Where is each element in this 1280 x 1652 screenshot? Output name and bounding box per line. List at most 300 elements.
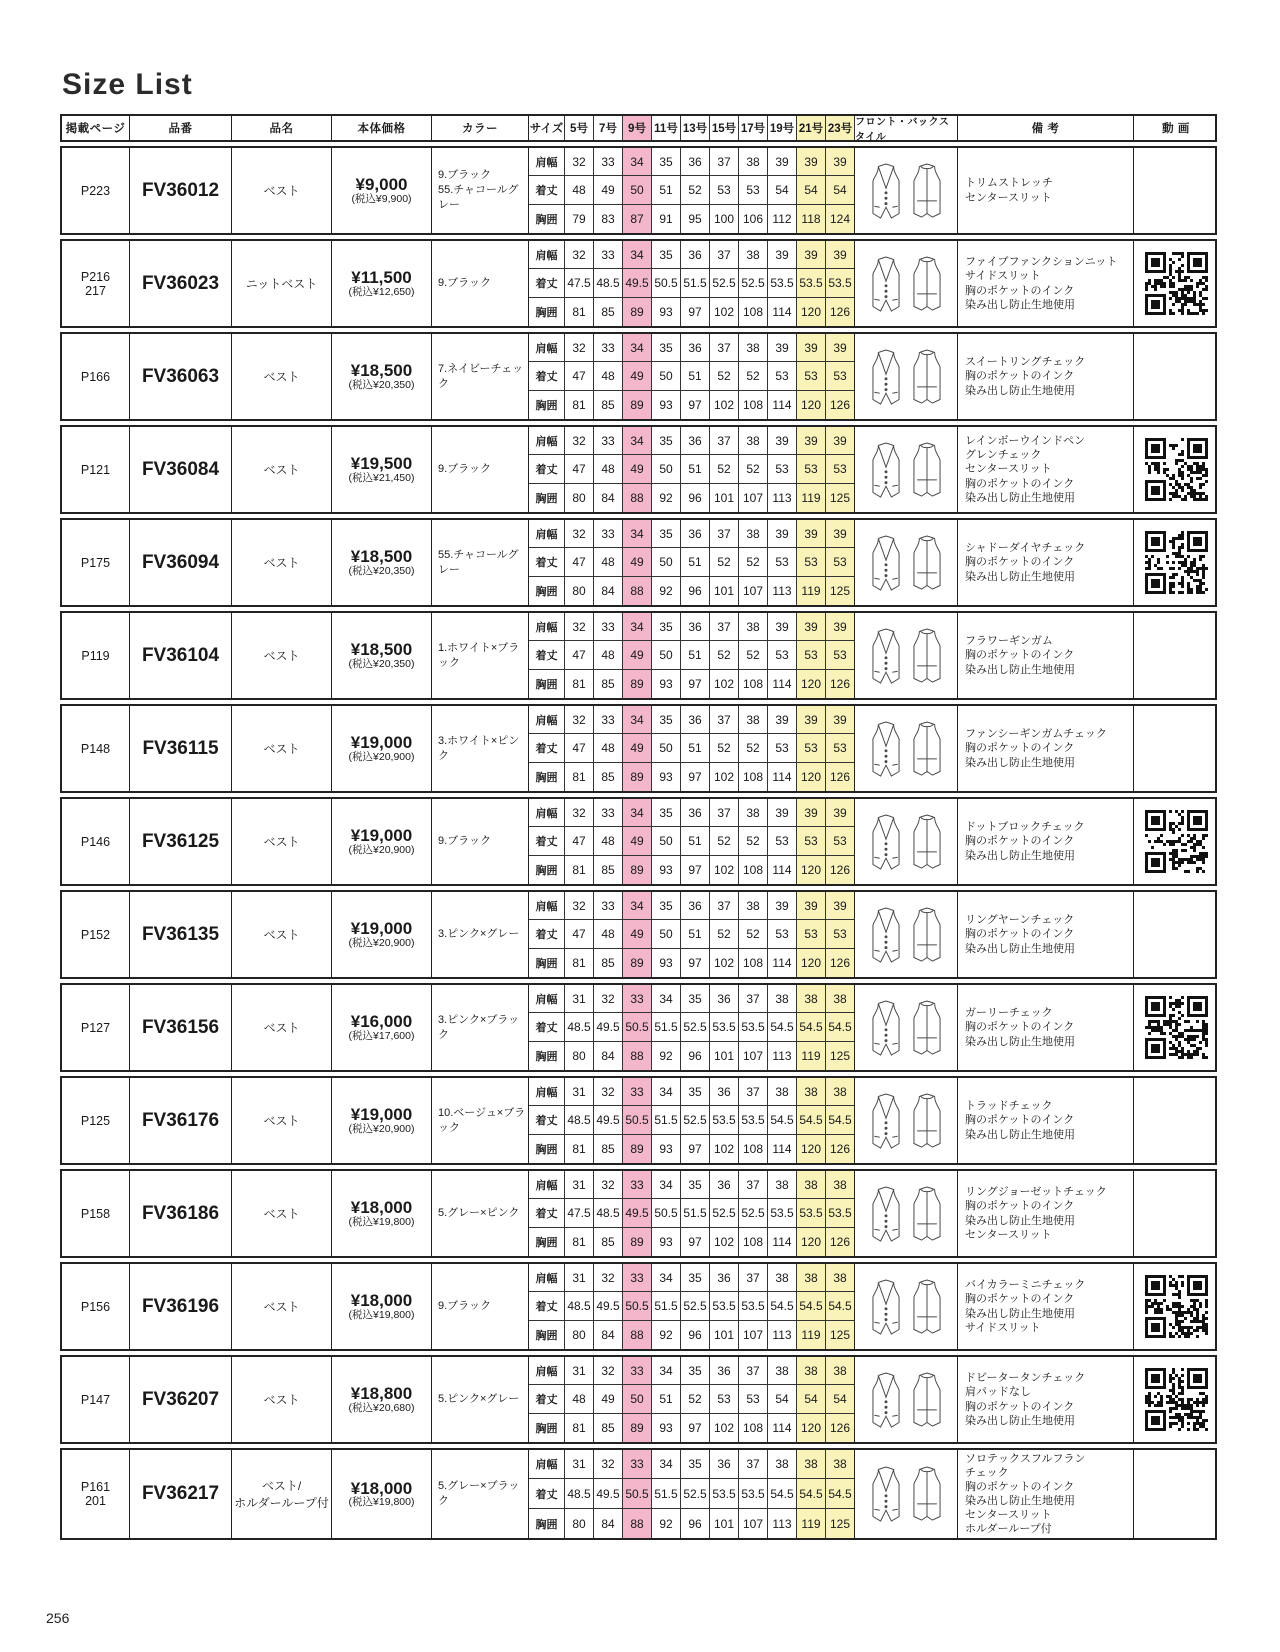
product-price: ¥19,000: [350, 1104, 413, 1124]
product-color: 9.ブラック 55.チャコールグレー: [432, 148, 529, 233]
measure-value: 34: [623, 334, 652, 362]
measure-value: 32: [594, 1357, 623, 1385]
video-cell: [1134, 241, 1218, 326]
measure-value: 113: [768, 484, 797, 512]
video-qr-code: [1145, 996, 1208, 1059]
measure-value: 54.5: [768, 1292, 797, 1320]
product-row: [60, 890, 1217, 979]
measure-value: 53: [826, 548, 855, 576]
measure-value: 38: [739, 613, 768, 641]
measure-value: 53: [739, 176, 768, 204]
measure-value: 38: [797, 1450, 826, 1479]
measure-value: 100: [710, 205, 739, 233]
product-name: ベスト: [232, 985, 332, 1070]
measure-value: 47: [565, 455, 594, 483]
measure-value: 126: [826, 763, 855, 791]
measure-value: 33: [623, 985, 652, 1013]
measure-value: 49: [623, 362, 652, 390]
measure-value: 107: [739, 577, 768, 605]
product-price-tax: (税込¥20,900): [348, 936, 415, 949]
style-cell: [855, 427, 958, 512]
product-price: ¥19,000: [350, 825, 413, 845]
measure-value: 52: [681, 1385, 710, 1413]
measure-value: 107: [739, 484, 768, 512]
table-header-row: [60, 114, 1217, 142]
measure-value: 53: [826, 641, 855, 669]
measure-value: 52: [739, 362, 768, 390]
measure-value: 52: [739, 734, 768, 762]
product-price: ¥18,500: [350, 639, 413, 659]
measure-grid: [529, 1078, 855, 1163]
size-col-header: 5号: [565, 116, 594, 140]
product-row: [60, 1262, 1217, 1351]
product-price-cell: [332, 1264, 432, 1349]
measure-value: 50.5: [652, 1199, 681, 1227]
product-code: FV36104: [141, 644, 220, 666]
style-cell: [855, 613, 958, 698]
measure-label: 肩幅: [529, 1078, 565, 1106]
measure-value: 93: [652, 856, 681, 884]
measure-value: 89: [623, 670, 652, 698]
measure-grid: [529, 1450, 855, 1538]
measure-value: 92: [652, 1042, 681, 1070]
measure-value: 53: [768, 734, 797, 762]
measure-value: 36: [710, 1450, 739, 1479]
measure-value: 54.5: [768, 1106, 797, 1134]
measure-label: 着丈: [529, 176, 565, 204]
measure-value: 39: [797, 241, 826, 269]
measure-value: 38: [739, 334, 768, 362]
size-col-header: 13号: [681, 116, 710, 140]
product-page: P158: [62, 1171, 130, 1256]
measure-value: 35: [652, 241, 681, 269]
measure-value: 39: [768, 892, 797, 920]
product-price-cell: [332, 427, 432, 512]
measure-value: 39: [768, 706, 797, 734]
measure-value: 126: [826, 1228, 855, 1256]
measure-value: 36: [681, 799, 710, 827]
measure-value: 114: [768, 1414, 797, 1442]
measure-value: 33: [594, 334, 623, 362]
product-name: ベスト: [232, 334, 332, 419]
product-price-cell: [332, 334, 432, 419]
measure-value: 38: [768, 1264, 797, 1292]
video-cell: [1134, 1264, 1218, 1349]
measure-value: 48: [594, 734, 623, 762]
measure-value: 85: [594, 763, 623, 791]
measure-grid: [529, 1357, 855, 1442]
measure-value: 52: [739, 641, 768, 669]
product-price-tax: (税込¥20,900): [348, 1122, 415, 1135]
measure-label: 胸囲: [529, 1414, 565, 1442]
measure-value: 38: [826, 1450, 855, 1479]
video-cell: [1134, 613, 1218, 698]
measure-value: 31: [565, 985, 594, 1013]
measure-value: 53: [797, 362, 826, 390]
measure-value: 81: [565, 763, 594, 791]
measure-value: 49.5: [623, 269, 652, 297]
product-price-tax: (税込¥20,350): [348, 657, 415, 670]
product-row: [60, 1448, 1217, 1540]
measure-label: 着丈: [529, 1199, 565, 1227]
vest-front-icon: [868, 625, 904, 687]
measure-value: 34: [652, 1264, 681, 1292]
measure-value: 50: [652, 734, 681, 762]
measure-label: 胸囲: [529, 484, 565, 512]
measure-value: 84: [594, 1042, 623, 1070]
measure-value: 126: [826, 1135, 855, 1163]
measure-value: 96: [681, 577, 710, 605]
measure-label: 肩幅: [529, 799, 565, 827]
product-page: P216 217: [62, 241, 130, 326]
measure-value: 47: [565, 548, 594, 576]
measure-value: 34: [652, 1078, 681, 1106]
product-code: FV36012: [141, 179, 220, 201]
measure-label: 着丈: [529, 548, 565, 576]
product-price: ¥18,000: [350, 1290, 413, 1310]
style-cell: [855, 892, 958, 977]
measure-value: 53.5: [768, 269, 797, 297]
measure-value: 83: [594, 205, 623, 233]
measure-value: 93: [652, 1228, 681, 1256]
measure-value: 39: [797, 520, 826, 548]
vest-back-icon: [909, 1183, 945, 1245]
measure-value: 53.5: [710, 1013, 739, 1041]
measure-value: 39: [768, 520, 797, 548]
measure-value: 52: [739, 920, 768, 948]
measure-value: 108: [739, 670, 768, 698]
measure-label: 肩幅: [529, 1171, 565, 1199]
product-page: P166: [62, 334, 130, 419]
measure-label: 着丈: [529, 1385, 565, 1413]
measure-value: 37: [710, 334, 739, 362]
measure-value: 35: [652, 334, 681, 362]
vest-front-icon: [868, 997, 904, 1059]
measure-label: 胸囲: [529, 1042, 565, 1070]
product-remarks: ファンシーギンガムチェック 胸のポケットのインク 染み出し防止生地使用: [958, 706, 1134, 791]
product-code: FV36135: [141, 923, 220, 945]
measure-value: 114: [768, 949, 797, 977]
measure-value: 81: [565, 1135, 594, 1163]
measure-value: 37: [710, 520, 739, 548]
measure-value: 50: [623, 176, 652, 204]
measure-value: 52: [710, 920, 739, 948]
measure-label: 胸囲: [529, 577, 565, 605]
product-price-cell: [332, 1450, 432, 1538]
measure-value: 113: [768, 577, 797, 605]
product-row: [60, 797, 1217, 886]
product-price-cell: [332, 1357, 432, 1442]
measure-value: 54: [768, 176, 797, 204]
size-col-header: 21号: [797, 116, 826, 140]
measure-value: 38: [826, 985, 855, 1013]
measure-value: 97: [681, 1228, 710, 1256]
measure-value: 34: [623, 799, 652, 827]
measure-value: 53.5: [739, 1106, 768, 1134]
product-price-cell: [332, 148, 432, 233]
video-cell: [1134, 799, 1218, 884]
measure-value: 52: [739, 548, 768, 576]
product-name: ベスト: [232, 892, 332, 977]
measure-value: 114: [768, 856, 797, 884]
product-price: ¥19,000: [350, 732, 413, 752]
measure-grid: [529, 241, 855, 326]
measure-value: 85: [594, 856, 623, 884]
product-color: 3.ピンク×ブラック: [432, 985, 529, 1070]
measure-value: 54: [768, 1385, 797, 1413]
measure-value: 54.5: [826, 1013, 855, 1041]
measure-value: 107: [739, 1321, 768, 1349]
vest-back-icon: [909, 1090, 945, 1152]
measure-value: 35: [681, 1171, 710, 1199]
measure-value: 39: [768, 148, 797, 176]
measure-label: 胸囲: [529, 763, 565, 791]
measure-value: 49: [623, 641, 652, 669]
measure-value: 32: [565, 799, 594, 827]
measure-value: 119: [797, 484, 826, 512]
measure-value: 38: [739, 520, 768, 548]
measure-value: 47.5: [565, 1199, 594, 1227]
measure-value: 93: [652, 1135, 681, 1163]
measure-value: 102: [710, 670, 739, 698]
measure-value: 52: [710, 362, 739, 390]
measure-value: 34: [623, 706, 652, 734]
measure-value: 49: [623, 734, 652, 762]
product-name: ベスト: [232, 1264, 332, 1349]
measure-value: 35: [681, 1078, 710, 1106]
measure-value: 85: [594, 391, 623, 419]
measure-value: 50.5: [623, 1106, 652, 1134]
measure-value: 37: [710, 427, 739, 455]
measure-value: 52: [710, 548, 739, 576]
video-qr-code: [1145, 252, 1208, 315]
vest-front-icon: [868, 253, 904, 315]
measure-value: 52: [739, 827, 768, 855]
measure-value: 120: [797, 670, 826, 698]
product-name: ベスト: [232, 706, 332, 791]
measure-value: 32: [565, 892, 594, 920]
measure-value: 39: [768, 241, 797, 269]
product-name: ベスト: [232, 1078, 332, 1163]
measure-label: 胸囲: [529, 298, 565, 326]
product-price-cell: [332, 706, 432, 791]
product-name: ニットベスト: [232, 241, 332, 326]
vest-back-icon: [909, 253, 945, 315]
measure-value: 49: [623, 920, 652, 948]
measure-value: 53: [768, 548, 797, 576]
measure-grid: [529, 1171, 855, 1256]
style-cell: [855, 985, 958, 1070]
measure-label: 肩幅: [529, 1264, 565, 1292]
product-color: 9.ブラック: [432, 241, 529, 326]
measure-value: 35: [652, 613, 681, 641]
product-row: [60, 704, 1217, 793]
product-remarks: トラッドチェック 胸のポケットのインク 染み出し防止生地使用: [958, 1078, 1134, 1163]
measure-value: 120: [797, 298, 826, 326]
measure-value: 102: [710, 298, 739, 326]
measure-value: 39: [826, 334, 855, 362]
measure-value: 53: [826, 920, 855, 948]
measure-value: 114: [768, 1135, 797, 1163]
measure-label: 胸囲: [529, 949, 565, 977]
measure-value: 38: [739, 799, 768, 827]
measure-value: 32: [594, 1078, 623, 1106]
video-cell: [1134, 1078, 1218, 1163]
measure-label: 着丈: [529, 920, 565, 948]
measure-label: 肩幅: [529, 985, 565, 1013]
product-price: ¥11,500: [351, 267, 412, 287]
measure-value: 50.5: [623, 1292, 652, 1320]
product-color: 3.ホワイト×ピンク: [432, 706, 529, 791]
measure-value: 38: [768, 1078, 797, 1106]
product-remarks: トリムストレッチ センタースリット: [958, 148, 1134, 233]
video-cell: [1134, 1357, 1218, 1442]
product-remarks: ソロテックスフルフラン チェック 胸のポケットのインク 染み出し防止生地使用 センタースリット ホルダーループ付: [958, 1450, 1134, 1538]
measure-value: 85: [594, 1414, 623, 1442]
measure-value: 124: [826, 205, 855, 233]
measure-value: 52.5: [681, 1106, 710, 1134]
measure-value: 53.5: [797, 269, 826, 297]
video-qr-code: [1145, 1275, 1208, 1338]
measure-value: 93: [652, 670, 681, 698]
measure-value: 126: [826, 1414, 855, 1442]
measure-value: 81: [565, 949, 594, 977]
measure-value: 49: [623, 827, 652, 855]
measure-value: 52: [681, 176, 710, 204]
product-color: 5.グレー×ピンク: [432, 1171, 529, 1256]
vest-front-icon: [868, 160, 904, 222]
measure-value: 126: [826, 391, 855, 419]
measure-label: 着丈: [529, 455, 565, 483]
measure-value: 38: [797, 1357, 826, 1385]
measure-value: 34: [623, 520, 652, 548]
measure-value: 31: [565, 1078, 594, 1106]
measure-value: 102: [710, 1228, 739, 1256]
measure-value: 88: [623, 1042, 652, 1070]
measure-value: 54.5: [768, 1479, 797, 1508]
vest-front-icon: [868, 904, 904, 966]
video-cell: [1134, 148, 1218, 233]
product-code: FV36156: [141, 1016, 220, 1038]
measure-value: 50.5: [623, 1479, 652, 1508]
measure-value: 107: [739, 1509, 768, 1539]
measure-value: 53: [797, 548, 826, 576]
vest-back-icon: [909, 1369, 945, 1431]
product-price-cell: [332, 520, 432, 605]
measure-value: 97: [681, 1414, 710, 1442]
product-name: ベスト: [232, 613, 332, 698]
product-remarks: リングジョーゼットチェック 胸のポケットのインク 染み出し防止生地使用 センタースリット: [958, 1171, 1134, 1256]
measure-value: 97: [681, 763, 710, 791]
product-price-cell: [332, 613, 432, 698]
measure-grid: [529, 613, 855, 698]
measure-label: 着丈: [529, 269, 565, 297]
measure-value: 47: [565, 641, 594, 669]
product-page: P175: [62, 520, 130, 605]
size-col-header: 17号: [739, 116, 768, 140]
measure-value: 119: [797, 577, 826, 605]
measure-value: 47: [565, 734, 594, 762]
measure-value: 36: [710, 1078, 739, 1106]
vest-front-icon: [868, 1369, 904, 1431]
product-remarks: フラワーギンガム 胸のポケットのインク 染み出し防止生地使用: [958, 613, 1134, 698]
measure-value: 88: [623, 577, 652, 605]
header-price: 本体価格: [332, 116, 432, 140]
measure-value: 31: [565, 1357, 594, 1385]
measure-value: 47: [565, 920, 594, 948]
measure-label: 着丈: [529, 827, 565, 855]
measure-value: 113: [768, 1321, 797, 1349]
measure-value: 38: [739, 706, 768, 734]
product-name: ベスト: [232, 520, 332, 605]
measure-value: 49.5: [594, 1292, 623, 1320]
measure-value: 33: [623, 1264, 652, 1292]
measure-value: 54.5: [797, 1292, 826, 1320]
measure-value: 35: [652, 799, 681, 827]
measure-value: 33: [594, 520, 623, 548]
size-col-header: 23号: [826, 116, 855, 140]
measure-value: 53.5: [768, 1199, 797, 1227]
measure-value: 120: [797, 949, 826, 977]
measure-value: 38: [797, 1171, 826, 1199]
measure-value: 53: [768, 920, 797, 948]
measure-value: 39: [768, 427, 797, 455]
product-row: [60, 1355, 1217, 1444]
measure-label: 肩幅: [529, 1357, 565, 1385]
product-code: FV36125: [141, 830, 220, 852]
measure-value: 50: [652, 827, 681, 855]
video-cell: [1134, 520, 1218, 605]
measure-value: 39: [797, 334, 826, 362]
measure-value: 31: [565, 1264, 594, 1292]
measure-value: 80: [565, 1321, 594, 1349]
measure-value: 49.5: [623, 1199, 652, 1227]
measure-value: 39: [797, 613, 826, 641]
measure-value: 32: [565, 706, 594, 734]
product-name: ベスト: [232, 1171, 332, 1256]
measure-value: 92: [652, 1509, 681, 1539]
measure-value: 38: [768, 1357, 797, 1385]
measure-value: 106: [739, 205, 768, 233]
vest-front-icon: [868, 346, 904, 408]
product-color: 55.チャコールグレー: [432, 520, 529, 605]
product-price-tax: (税込¥20,900): [348, 750, 415, 763]
measure-value: 37: [710, 799, 739, 827]
measure-value: 53: [710, 1385, 739, 1413]
video-qr-code: [1145, 531, 1208, 594]
measure-value: 96: [681, 1321, 710, 1349]
measure-value: 53: [797, 827, 826, 855]
measure-value: 51: [681, 920, 710, 948]
vest-front-icon: [868, 1463, 904, 1525]
measure-value: 53.5: [826, 1199, 855, 1227]
style-cell: [855, 520, 958, 605]
measure-value: 120: [797, 391, 826, 419]
measure-grid: [529, 334, 855, 419]
measure-value: 39: [826, 892, 855, 920]
measure-value: 120: [797, 856, 826, 884]
measure-value: 36: [681, 427, 710, 455]
measure-value: 53: [826, 362, 855, 390]
measure-value: 35: [652, 520, 681, 548]
vest-back-icon: [909, 160, 945, 222]
measure-value: 87: [623, 205, 652, 233]
vest-back-icon: [909, 1463, 945, 1525]
product-row: [60, 1076, 1217, 1165]
measure-value: 35: [681, 1450, 710, 1479]
measure-value: 32: [565, 241, 594, 269]
measure-label: 着丈: [529, 362, 565, 390]
